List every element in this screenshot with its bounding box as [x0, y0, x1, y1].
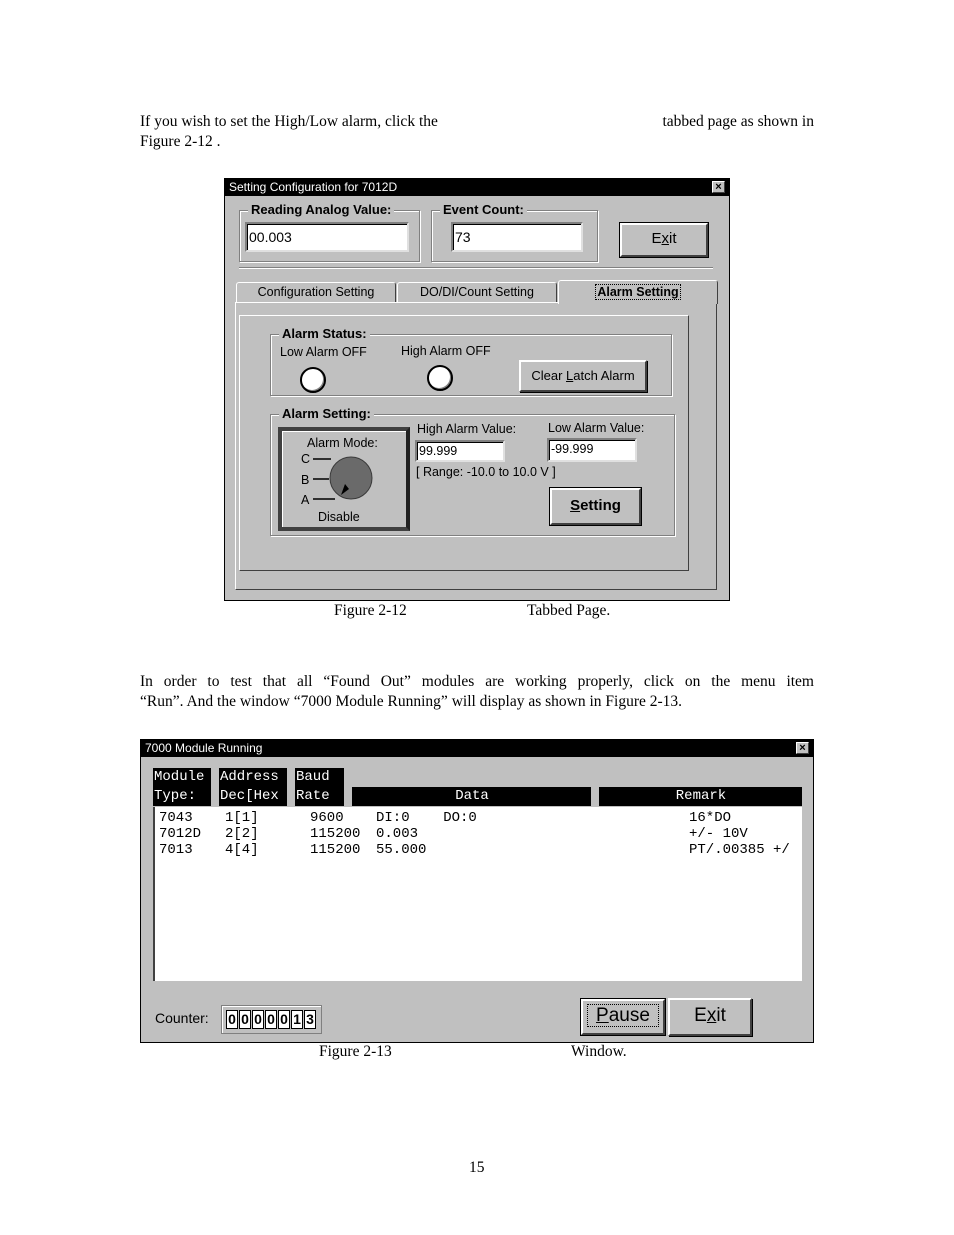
table-row: PT/.00385 +/ [689, 842, 790, 858]
alarm-mode-b: B [301, 473, 310, 487]
para1-text-line2: Figure 2-12 . [140, 133, 221, 150]
para1-text-b: tabbed page as shown in [662, 113, 814, 130]
event-count-label: Event Count: [440, 202, 527, 217]
header-module-type: Type: [153, 787, 211, 806]
table-row: 55.000 [376, 842, 427, 858]
counter-label: Counter: [155, 1010, 209, 1026]
para1-text-a: If you wish to set the High/Low alarm, click the [140, 113, 438, 130]
table-row: 7013 [159, 842, 193, 858]
header-baud: Baud [295, 768, 344, 787]
table-row: +/- 10V [689, 826, 748, 842]
high-alarm-value-input[interactable]: 99.999 [415, 440, 505, 462]
counter-digit: 1 [291, 1010, 303, 1029]
module-running-window [140, 739, 814, 1043]
tab-do-di-count-setting[interactable]: DO/DI/Count Setting [397, 282, 557, 302]
exit-button[interactable]: Exit [668, 998, 752, 1036]
alarm-mode-a: A [301, 493, 310, 507]
exit-button[interactable]: Exit [620, 223, 708, 257]
alarm-mode-c: C [301, 452, 311, 466]
dialog1-title: Setting Configuration for 7012D [229, 180, 398, 194]
high-alarm-status: High Alarm OFF [401, 344, 491, 358]
header-module: Module [153, 768, 211, 787]
close-icon[interactable]: × [712, 181, 725, 193]
counter-digit: 0 [265, 1010, 277, 1029]
counter-display [221, 1005, 322, 1034]
dialog2-titlebar [141, 740, 813, 757]
setting-button[interactable]: Setting [550, 488, 641, 525]
table-row: 7043 [159, 810, 193, 826]
reading-label: Reading Analog Value: [248, 202, 394, 217]
table-row: 115200 [310, 826, 361, 842]
figure-2-12-caption-b: Tabbed Page. [527, 602, 611, 619]
tab-alarm-setting[interactable]: Alarm Setting [558, 280, 718, 304]
clear-latch-alarm-button[interactable]: Clear Latch Alarm [519, 360, 647, 392]
table-row: DI:0 DO:0 [376, 810, 477, 826]
alarm-range-note: [ Range: -10.0 to 10.0 V ] [416, 465, 556, 479]
table-row: 7012D [159, 826, 202, 842]
figure-2-13-caption-b: Window. [571, 1043, 627, 1060]
counter-digit: 0 [278, 1010, 290, 1029]
alarm-mode-disable: Disable [318, 510, 360, 524]
table-row: 115200 [310, 842, 361, 858]
header-remark: Remark [599, 787, 802, 806]
alarm-setting-label: Alarm Setting: [279, 406, 374, 421]
page-number: 15 [469, 1159, 485, 1176]
alarm-mode-label: Alarm Mode: [307, 436, 378, 450]
table-row: 4[4] [225, 842, 259, 858]
header-address-dechex: Dec[Hex [219, 787, 287, 806]
paragraph-run-intro [140, 672, 814, 712]
low-alarm-value-label: Low Alarm Value: [548, 421, 645, 435]
tab-configuration-setting[interactable]: Configuration Setting [236, 282, 396, 302]
setting-configuration-dialog [224, 178, 730, 601]
low-alarm-value-input[interactable]: -99.999 [547, 438, 637, 462]
alarm-mode-knob-icon[interactable] [307, 451, 375, 503]
event-count-field: 73 [451, 222, 583, 252]
pause-button[interactable]: Pause [581, 999, 665, 1035]
reading-value-field: 00.003 [245, 222, 409, 252]
counter-digit: 0 [252, 1010, 264, 1029]
figure-2-13-caption-a: Figure 2-13 [319, 1043, 392, 1060]
figure-2-12-caption-a: Figure 2-12 [334, 602, 407, 619]
counter-digit: 3 [304, 1010, 316, 1029]
high-alarm-value-label: High Alarm Value: [417, 422, 517, 436]
dialog2-title: 7000 Module Running [145, 741, 263, 755]
close-icon[interactable]: × [796, 742, 809, 754]
paragraph-alarm-intro [140, 112, 814, 152]
para2-text-line2: “Run”. And the window “7000 Module Running” will display as shown in Figure 2-13. [140, 693, 683, 710]
counter-digit: 0 [239, 1010, 251, 1029]
header-address: Address [219, 768, 287, 787]
table-row: 9600 [310, 810, 344, 826]
high-alarm-led-icon [427, 365, 453, 391]
dialog1-titlebar [225, 179, 729, 196]
table-row: 0.003 [376, 826, 419, 842]
header-data: Data [352, 787, 591, 806]
counter-digit: 0 [226, 1010, 238, 1029]
table-row: 2[2] [225, 826, 259, 842]
header-baud-rate: Rate [295, 787, 344, 806]
low-alarm-led-icon [300, 367, 326, 393]
table-row: 16*DO [689, 810, 732, 826]
table-row: 1[1] [225, 810, 259, 826]
divider [239, 267, 713, 269]
para2-text-line1: In order to test that all “Found Out” modules are working properly, click on the menu item [140, 673, 814, 690]
alarm-status-label: Alarm Status: [279, 326, 370, 341]
low-alarm-status: Low Alarm OFF [280, 345, 367, 359]
